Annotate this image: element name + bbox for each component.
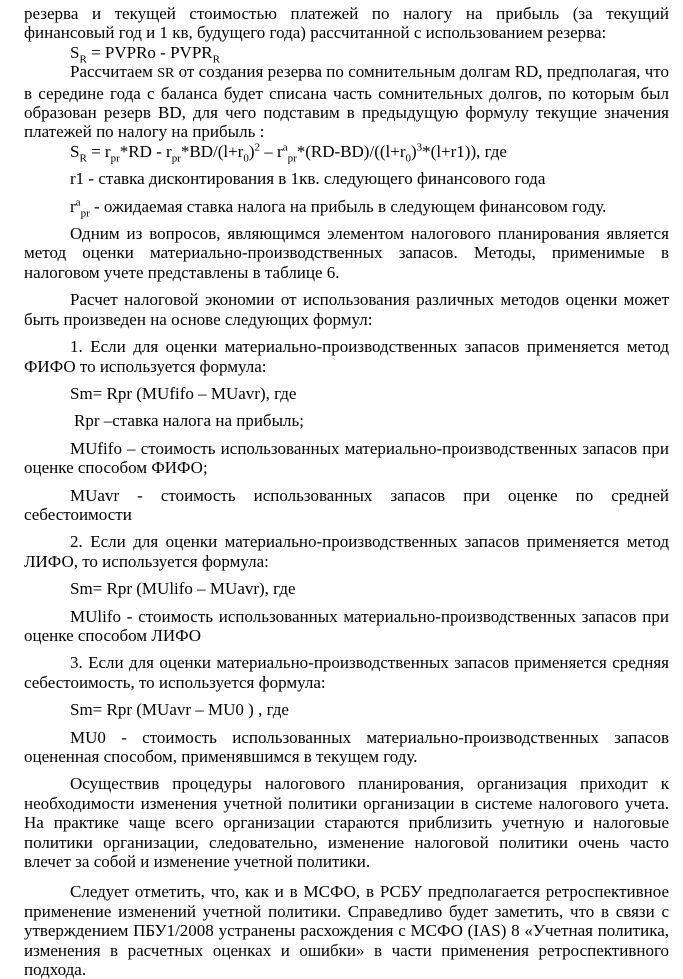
paragraph-tax-planning: Осуществив процедуры налогового планирования, организация приходит к необходимости изменения учетной политики организации в системе налогового учета. На практике чаще всего организации стараются приблизить учетную и налоговые политики организации, следовательно, изменение налоговой политики очень часто влечет за собой и изменение учетной политики.	[24, 774, 669, 872]
definition-mufifo: MUfifo – стоимость использованных материально-производственных запасов при оценке способом ФИФО;	[24, 438, 669, 478]
definition-r-a-pr: $r^a_{pr}$ - ожидаемая ставка налога на прибыль в следующем финансовом году.	[70, 196, 607, 220]
paragraph-ifrs-comparison: Следует отметить, что, как и в МСФО, в РСБУ предполагается ретроспективное применение изменений учетной политики. Справедливо будет заметить, что в связи с утверждением ПБУ1/2008 устранены расхождения с МСФО (IAS) 8 «Учетная политика, изменения в расчетных оценках и ошибки» в части применения ретроспективного подхода.	[24, 882, 669, 979]
paragraph-fifo-case: 1. Если для оценки материально-производственных запасов применяется метод ФИФО то используется формула:	[24, 337, 669, 376]
formula-avg-cost: Sm= Rpr (MUavr – MU0 ) , где	[70, 700, 289, 720]
paragraph-calc-sr: Рассчитаем SR от создания резерва по сомнительным долгам RD, предполагая, что в середине года с баланса будет списана часть сомнительных долгов, по которым был образован резерв BD, для чего подставим в предыдущую формулу текущие значения платежей по налогу на прибыль :	[24, 62, 669, 142]
paragraph-tax-savings: Расчет налоговой экономии от использования различных методов оценки может быть произведен на основе следующих формул:	[24, 290, 669, 329]
paragraph-lifo-case: 2. Если для оценки материально-производственных запасов применяется метод ЛИФО, то используется формула:	[24, 532, 669, 571]
definition-r1: r1 - ставка дисконтирования в 1кв. следующего финансового года	[70, 169, 546, 189]
paragraph-inventory-methods: Одним из вопросов, являющимся элементом налогового планирования является метод оценки материально-производственных запасов. Методы, применимые в налоговом учете представлены в таблице 6.	[24, 224, 669, 282]
definition-mulifo: MUlifo - стоимость использованных материально-производственных запасов при оценке способом ЛИФО	[24, 606, 669, 645]
definition-rpr: Rpr –ставка налога на прибыль;	[74, 411, 304, 431]
formula-sr-expanded: $S_R = r_{pr}*RD - r_{pr}*BD/(l+r_0)^2 - r^a_{pr}*(RD-BD)/((l+r_0)^3*(l+r1))$, где	[70, 141, 507, 165]
paragraph-reserve-intro: резерва и текущей стоимостью платежей по налогу на прибыль (за текущий финансовый год и 1 кв, будущего года) рассчитанной с использованием резерва:	[24, 4, 669, 43]
formula-lifo: Sm= Rpr (MUlifo – MUavr), где	[70, 579, 296, 599]
definition-mu0: MU0 - стоимость использованных материально-производственных запасов оцененная способом, применявшимся в текущем году.	[24, 727, 669, 766]
formula-sr: $S_R$ = PVPRo - $PVPR_R$	[70, 42, 220, 66]
paragraph-avg-cost-case: 3. Если для оценки материально-производственных запасов применяется средняя себестоимость, то используется формула:	[24, 653, 669, 692]
formula-fifo: Sm= Rpr (MUfifo – MUavr), где	[70, 383, 297, 403]
definition-muavr: MUavr - стоимость использованных запасов при оценке по средней себестоимости	[24, 485, 669, 524]
